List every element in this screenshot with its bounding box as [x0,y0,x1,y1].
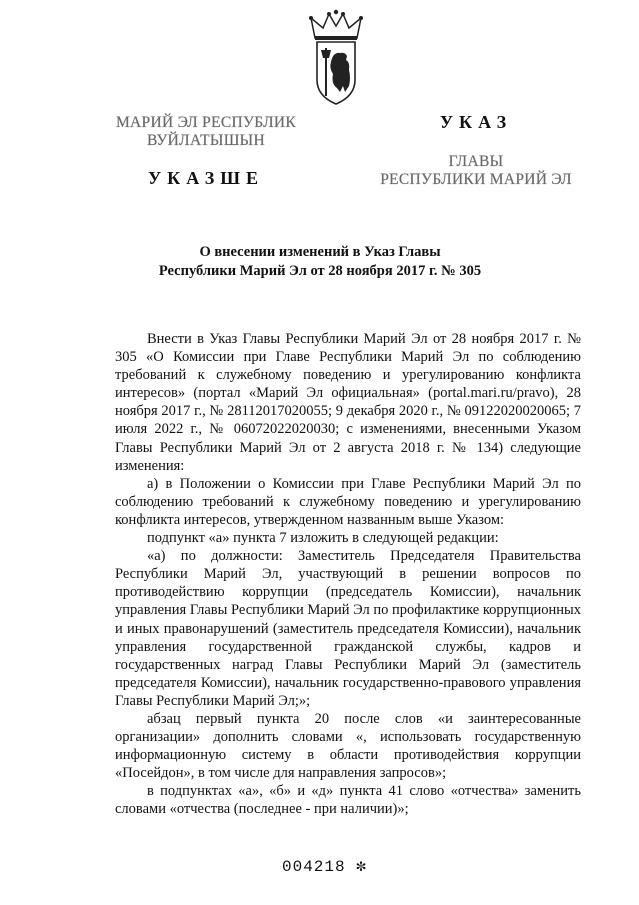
document-body [115,330,581,819]
coat-of-arms-emblem [293,8,379,108]
header-right-line1: ГЛАВЫ [448,153,504,170]
title-line-2: Республики Марий Эл от 28 ноября 2017 г. № 305 [158,263,482,279]
paragraph: абзац первый пункта 20 после слов «и заинтересованные организации» дополнить словами «, использовать государственную информационную систему в области противодействия коррупции «Посейдон», в том числе для направления запросов»; [115,710,581,782]
header-left-title: УКАЗШЕ [147,168,265,188]
document-title [80,243,560,281]
title-line-1: О внесении изменений в Указ Главы [199,244,441,260]
header-russian-block [356,112,596,189]
header-mari-block [96,114,316,189]
header-right-title: УКАЗ [439,112,513,132]
paragraph: а) в Положении о Комиссии при Главе Республики Марий Эл по соблюдению требований к служебному поведению и урегулированию конфликта интересов, утвержденном названным выше Указом: [115,475,581,528]
paragraph: Внести в Указ Главы Республики Марий Эл от 28 ноября 2017 г. № 305 «О Комиссии при Главе Республики Марий Эл по соблюдению требований к служебному поведению и урегулированию конфликта интересов» (портал «Марий Эл официальная» (portal.mari.ru/pravo), 28 ноября 2017 г., № 28112017020055; 9 декабря 2020 г., № 09122020020065; 7 июля 2022 г., № 06072022020030; с изменениями, внесенными Указом Главы Республики Марий Эл от 2 августа 2018 г. № 134) следующие изменения: [115,331,581,474]
header-left-line2: ВУЙЛАТЫШЫН [147,132,265,149]
paragraph: подпункт «а» пункта 7 изложить в следующей редакции: [147,530,499,547]
serial-number: 004218 [282,858,346,876]
paragraph: «а) по должности: Заместитель Председателя Правительства Республики Марий Эл, участвующий в решении вопросов по противодействию коррупции (председатель Комиссии), начальник управления Главы Республики Марий Эл по профилактике коррупционных и иных правонарушений (заместитель председателя Комиссии), начальник управления государственной гражданской службы, кадров и государственных наград Главы Республики Марий Эл (заместитель председателя Комиссии), начальник государственно-правового управления Главы Республики Марий Эл;»; [115,548,581,709]
paragraph: в подпунктах «а», «б» и «д» пункта 41 слово «отчества» заменить словами «отчества (последнее - при наличии)»; [115,783,581,818]
header-left-line1: МАРИЙ ЭЛ РЕСПУБЛИК [115,114,297,131]
serial-mark-icon: ✼ [356,858,367,876]
header-right-line2: РЕСПУБЛИКИ МАРИЙ ЭЛ [380,171,572,188]
coat-of-arms-bear-icon [293,8,379,108]
serial-stamp [282,856,367,876]
